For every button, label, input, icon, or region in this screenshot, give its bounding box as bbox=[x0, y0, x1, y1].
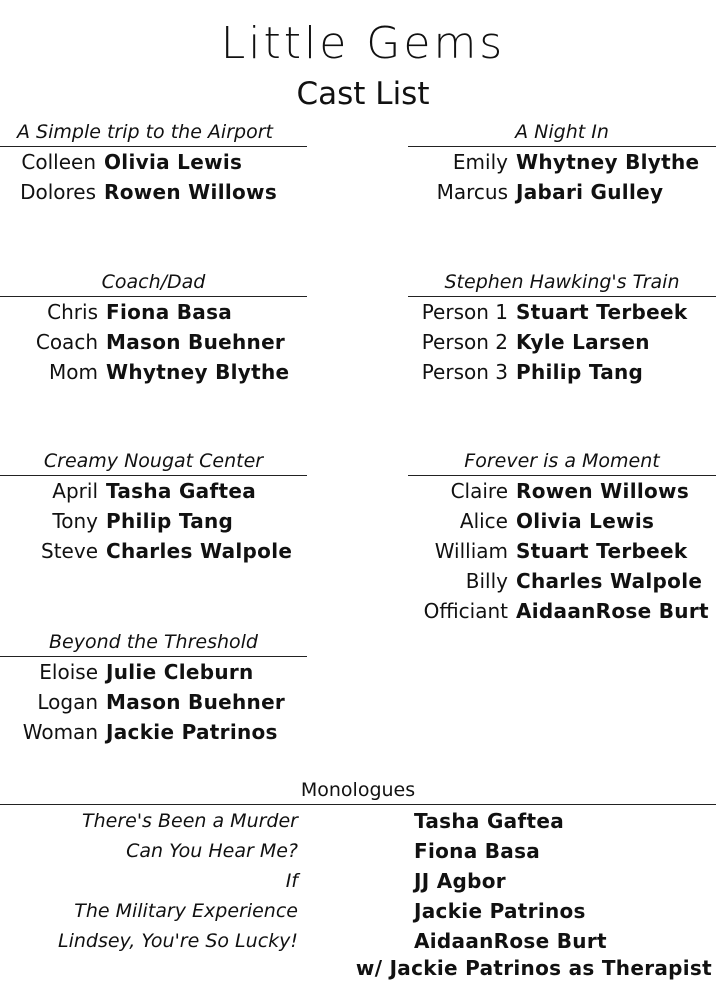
cast-row bbox=[0, 717, 307, 747]
monologue-row bbox=[0, 866, 726, 896]
role-name: Billy bbox=[465, 569, 508, 593]
actor-name: Whytney Blythe bbox=[106, 360, 290, 384]
role-name: Steve bbox=[41, 539, 98, 563]
cast-row bbox=[408, 147, 716, 177]
role-name: Alice bbox=[459, 509, 508, 533]
monologue-piece: Can You Hear Me? bbox=[126, 840, 298, 862]
monologue-row bbox=[0, 896, 726, 926]
role-name: Person 3 bbox=[421, 360, 508, 384]
actor-name: Philip Tang bbox=[516, 360, 644, 384]
actor-name: Olivia Lewis bbox=[104, 150, 243, 174]
role-name: Claire bbox=[450, 479, 508, 503]
role-name: Dolores bbox=[20, 180, 96, 204]
role-name: William bbox=[434, 539, 508, 563]
actor-name: Stuart Terbeek bbox=[516, 300, 688, 324]
role-name: Tony bbox=[52, 509, 98, 533]
cast-row bbox=[408, 327, 716, 357]
monologue-actor: AidaanRose Burt bbox=[414, 929, 607, 953]
role-name: Person 2 bbox=[421, 330, 508, 354]
cast-row bbox=[0, 536, 307, 566]
section-nougat bbox=[0, 447, 307, 566]
cast-row bbox=[0, 476, 307, 506]
actor-name: Philip Tang bbox=[106, 509, 234, 533]
monologue-piece: There's Been a Murder bbox=[82, 810, 298, 832]
cast-row bbox=[0, 177, 307, 207]
actor-name: Charles Walpole bbox=[516, 569, 703, 593]
cast-row bbox=[408, 177, 716, 207]
monologue-actor: Fiona Basa bbox=[414, 839, 541, 863]
role-name: Woman bbox=[22, 720, 98, 744]
actor-name: Rowen Willows bbox=[104, 180, 278, 204]
actor-name: Stuart Terbeek bbox=[516, 539, 688, 563]
actor-name: Kyle Larsen bbox=[516, 330, 650, 354]
cast-row bbox=[0, 147, 307, 177]
section-forever bbox=[408, 447, 716, 626]
monologue-row bbox=[0, 806, 726, 836]
section-title: A Night In bbox=[408, 118, 716, 147]
actor-name: Julie Cleburn bbox=[106, 660, 254, 684]
section-title: Stephen Hawking's Train bbox=[408, 268, 716, 297]
cast-row bbox=[0, 687, 307, 717]
cast-row bbox=[408, 536, 716, 566]
page-title: Little Gems bbox=[220, 18, 506, 69]
cast-row bbox=[0, 506, 307, 536]
role-name: Coach bbox=[35, 330, 98, 354]
page-subtitle: Cast List bbox=[296, 76, 430, 112]
cast-row bbox=[0, 657, 307, 687]
actor-name: Rowen Willows bbox=[516, 479, 690, 503]
actor-name: AidaanRose Burt bbox=[516, 599, 709, 623]
actor-name: Tasha Gaftea bbox=[106, 479, 256, 503]
role-name: Officiant bbox=[423, 599, 508, 623]
section-title: Beyond the Threshold bbox=[0, 628, 307, 657]
actor-name: Mason Buehner bbox=[106, 330, 286, 354]
actor-name: Olivia Lewis bbox=[516, 509, 655, 533]
role-name: Emily bbox=[452, 150, 508, 174]
cast-row bbox=[408, 297, 716, 327]
cast-row bbox=[0, 327, 307, 357]
actor-name: Jackie Patrinos bbox=[106, 720, 278, 744]
monologue-actor: Tasha Gaftea bbox=[414, 809, 564, 833]
section-title: Coach/Dad bbox=[0, 268, 307, 297]
cast-row bbox=[408, 506, 716, 536]
section-airport bbox=[0, 118, 307, 207]
cast-row bbox=[408, 566, 716, 596]
monologue-piece: The Military Experience bbox=[74, 900, 298, 922]
role-name: Person 1 bbox=[421, 300, 508, 324]
cast-row bbox=[0, 297, 307, 327]
actor-name: Mason Buehner bbox=[106, 690, 286, 714]
monologues-title: Monologues bbox=[0, 776, 716, 805]
role-name: Chris bbox=[47, 300, 98, 324]
section-title: Creamy Nougat Center bbox=[0, 447, 307, 476]
role-name: Logan bbox=[37, 690, 98, 714]
section-night-in bbox=[408, 118, 716, 207]
cast-row bbox=[408, 357, 716, 387]
role-name: Colleen bbox=[21, 150, 96, 174]
section-hawking bbox=[408, 268, 716, 387]
monologue-row bbox=[0, 926, 726, 956]
role-name: Marcus bbox=[436, 180, 508, 204]
section-threshold bbox=[0, 628, 307, 747]
monologue-piece: Lindsey, You're So Lucky! bbox=[57, 930, 298, 952]
role-name: April bbox=[52, 479, 98, 503]
section-title: Forever is a Moment bbox=[408, 447, 716, 476]
section-title: A Simple trip to the Airport bbox=[0, 118, 307, 147]
role-name: Eloise bbox=[39, 660, 98, 684]
cast-row bbox=[408, 476, 716, 506]
actor-name: Whytney Blythe bbox=[516, 150, 700, 174]
monologue-piece: If bbox=[285, 870, 298, 892]
section-coach-dad bbox=[0, 268, 307, 387]
monologue-note: w/ Jackie Patrinos as Therapist bbox=[355, 956, 712, 980]
cast-row bbox=[0, 357, 307, 387]
monologue-actor: JJ Agbor bbox=[414, 869, 506, 893]
role-name: Mom bbox=[49, 360, 98, 384]
cast-row bbox=[408, 596, 716, 626]
actor-name: Charles Walpole bbox=[106, 539, 293, 563]
monologue-actor: Jackie Patrinos bbox=[414, 899, 586, 923]
actor-name: Fiona Basa bbox=[106, 300, 233, 324]
monologue-row bbox=[0, 836, 726, 866]
actor-name: Jabari Gulley bbox=[516, 180, 664, 204]
